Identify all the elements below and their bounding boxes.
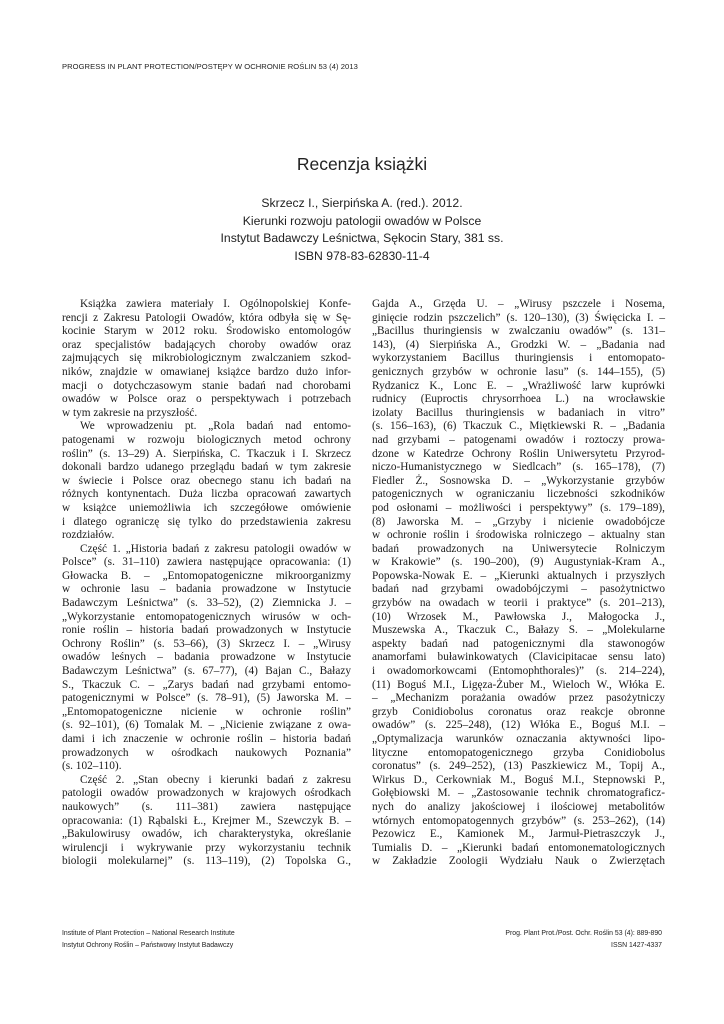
text-line: naukowych” (s. 111–381) zawiera następujące	[62, 800, 351, 813]
text-line: genicznych grzybów w ochronie lasu” (s. 144–155), (5)	[372, 365, 665, 378]
text-line: anamorfami buławinkowatych (Clavicipitacae sensu lato)	[372, 651, 665, 664]
text-line: badań prowadzonych na Uniwersytecie Rolniczym	[372, 542, 665, 555]
text-line: owadów” (s. 225–248), (12) Włóka E., Boguś M.I. –	[372, 719, 665, 732]
text-line: wirulencji i wykrywanie przy wykorzystaniu technik	[62, 841, 351, 854]
article-title: Recenzja książki	[296, 154, 428, 174]
text-line: Fiedler Ż., Sosnowska D. – „Wykorzystanie grzybów	[372, 474, 665, 487]
text-line: zajmujących się mikrobiologicznym zwalczaniem szkod-	[62, 352, 351, 365]
text-line: Gołębiowski M. – „Zastosowanie technik chromatograficz-	[372, 787, 665, 800]
text-line: Część 1. „Historia badań z zakresu patologii owadów w	[80, 542, 351, 555]
text-line: opracowania: (1) Rąbalski Ł., Krejmer M., Szewczyk B. –	[62, 814, 351, 827]
text-line: (s. 102–110).	[62, 760, 122, 773]
text-line: w ochronie roślin i środowiska rolniczego – aktualny stan	[372, 529, 665, 542]
text-line: w tym zakresie na przyszłość.	[62, 406, 198, 419]
text-line: Wirkus D., Cerkowniak M., Boguś M.I., Stepnowski P.,	[372, 773, 665, 786]
text-line: w Krakowie” (s. 190–200), (9) Augustyniak-Kram A.,	[372, 556, 665, 569]
text-line: Gajda A., Grzęda U. – „Wirusy pszczele i Nosema,	[372, 298, 665, 310]
text-line: badań nad grzybami owadobójczymi – pasożytnictwo	[372, 583, 665, 596]
footer-journal-citation: Prog. Plant Prot./Post. Ochr. Roślin 53 (4): 889-890	[505, 930, 662, 937]
text-line: ginięcie rodzin pszczelich” (s. 120–130), (3) Święcicka I. –	[372, 311, 665, 324]
text-line: patogenicznych w ograniczaniu liczebności szkodników	[372, 488, 665, 501]
text-line: ronie roślin – historia badań prowadzonych w Instytucie	[62, 624, 351, 637]
text-line: coronatus” (s. 249–252), (13) Paszkiewicz M., Topij A.,	[372, 760, 665, 773]
text-line: (8) Jaworska M. – „Grzyby i nicienie owadobójcze	[372, 515, 665, 528]
text-line: Książka zawiera materiały I. Ogólnopolskiej Konfe-	[80, 298, 351, 310]
text-line: Część 2. „Stan obecny i kierunki badań z zakresu	[80, 773, 351, 786]
text-line: nad grzybami – patogenami owadów i roztoczy prowa-	[372, 433, 665, 446]
text-line: w świecie i Polsce oraz obecnego stanu ich badań na	[62, 474, 351, 487]
text-line: Ochrony Roślin” (s. 53–66), (3) Skrzecz I. – „Wirusy	[62, 637, 351, 650]
text-line: – „Mechanizm porażania owadów przez pasożytniczy	[372, 692, 665, 705]
text-line: dokonali bardzo udanego przeglądu badań w tym zakresie	[62, 461, 351, 474]
text-line: (s. 92–101), (6) Tomalak M. – „Nicienie związane z owa-	[62, 719, 351, 732]
book-isbn: ISBN 978-83-62830-11-4	[294, 248, 430, 263]
text-line: (10) Wrzosek M., Pawłowska J., Małogocka J.,	[372, 610, 665, 623]
text-line: pod osłonami – możliwości i perspektywy” (s. 179–189),	[372, 501, 665, 514]
text-line: (s. 156–163), (6) Tkaczuk C., Miętkiewski R. – „Badania	[372, 420, 665, 433]
text-line: Tumialis D. – „Kierunki badań entomonematologicznych	[372, 841, 665, 854]
text-line: Badawczym Leśnictwa” (s. 33–52), (2) Ziemnicka J. –	[62, 597, 351, 610]
text-line: Głowacka B. – „Entomopatogeniczne mikroorganizmy	[62, 569, 351, 582]
text-line: ników, znajdzie w omawianej książce bardzo dużo infor-	[62, 365, 351, 378]
book-authors: Skrzecz I., Sierpińska A. (red.). 2012.	[261, 196, 463, 210]
text-line: „Bakulowirusy owadów, ich charakterystyka, określanie	[62, 828, 351, 841]
text-line: patogenami w rozwoju biologicznych metod ochrony	[62, 433, 351, 446]
text-line: grzybów na owadach w teorii i praktyce” (s. 201–213),	[372, 597, 665, 610]
running-head: PROGRESS IN PLANT PROTECTION/POSTĘPY W OCHRONIE ROŚLIN 53 (4) 2013	[62, 62, 358, 71]
text-line: lityczne entomopatogenicznego grzyba Conidiobolus	[372, 746, 665, 759]
text-line: 143), (4) Sierpińska A., Grodzki W. – „Badania nad	[372, 338, 665, 351]
text-line: dami i ich znaczenie w ochronie roślin – historia badań	[62, 733, 351, 745]
text-line: Polsce” (s. 31–110) zawiera następujące opracowania: (1)	[62, 556, 351, 569]
text-line: różnych kontynentach. Duża liczba opracowań zawartych	[62, 488, 351, 501]
book-citation	[0, 195, 724, 265]
text-line: (11) Boguś M.I., Ligęza-Żuber M., Wieloch W., Włóka E.	[372, 678, 665, 691]
text-line: rudnicy (Euproctis chrysorrhoea L.) na wrocławskie	[372, 393, 665, 406]
text-line: wtórnych entomopatogennych grzybów” (s. 253–262), (14)	[372, 814, 665, 827]
text-line: Muszewska A., Tkaczuk C., Bałazy S. – „Molekularne	[372, 624, 665, 637]
text-line: „Entomopatogeniczne nicienie w ochronie roślin”	[62, 705, 351, 718]
text-line: i dlatego ograniczę się tylko do przedstawienia zakresu	[62, 515, 351, 528]
text-line: patogenicznymi w Polsce” (s. 78–91), (5) Jaworska M. –	[62, 692, 351, 705]
text-line: Popowska-Nowak E. – „Kierunki aktualnych i przyszłych	[372, 569, 665, 582]
text-line: patologii owadów prowadzonych w krajowych ośrodkach	[62, 787, 351, 800]
book-publisher: Instytut Badawczy Leśnictwa, Sękocin Stary, 381 ss.	[220, 231, 504, 246]
text-line: dzone w Katedrze Ochrony Roślin Uniwersytetu Przyrod-	[372, 447, 665, 460]
text-line: „Optymalizacja warunków oznaczania aktywności lipo-	[372, 733, 665, 745]
text-line: grzyb Conidiobolus coronatus oraz reakcje obronne	[372, 705, 665, 718]
text-line: wykorzystaniem Bacillus thuringiensis i entomopato-	[372, 352, 665, 365]
footer-citation	[505, 928, 662, 951]
text-line: w książce uniemożliwia ich szczegółowe omówienie	[62, 501, 351, 514]
text-line: owadów leśnych – badania prowadzone w Instytucie	[62, 651, 351, 664]
text-line: w ochronie lasu – badania prowadzone w Instytucie	[62, 583, 351, 596]
text-line: macji o dotychczasowym stanie badań nad chorobami	[62, 379, 351, 392]
book-title: Kierunki rozwoju patologii owadów w Polsce	[242, 213, 482, 228]
text-line: owadów w Polsce oraz o perspektywach i potrzebach	[62, 393, 351, 406]
text-line: niczo-Humanistycznego w Siedlcach” (s. 165–178), (7)	[372, 461, 665, 474]
footer-institution-pl: Instytut Ochrony Roślin – Państwowy Instytut Badawczy	[62, 941, 234, 949]
text-line: oraz specjalistów badających choroby owadów oraz	[62, 338, 351, 351]
text-line: roślin” (s. 13–29) A. Sierpińska, C. Tkaczuk i I. Skrzecz	[62, 447, 351, 460]
footer-institution	[62, 928, 235, 951]
text-line: Badawczym Leśnictwa” (s. 67–77), (4) Bajan C., Bałazy	[62, 665, 351, 678]
text-line: kocinie Starym w 2012 roku. Środowisko entomologów	[62, 325, 351, 338]
body-column-right	[372, 298, 665, 869]
text-line: i owadomorkowcami (Entomophthorales)” (s. 214–224),	[372, 665, 665, 678]
text-line: prowadzonych w ośrodkach naukowych Poznania”	[62, 746, 351, 759]
text-line: biologii molekularnej” (s. 113–119), (2) Topolska G.,	[62, 855, 351, 868]
text-line: We wprowadzeniu pt. „Rola badań nad entomo-	[80, 420, 351, 433]
body-column-left	[62, 298, 351, 869]
text-line: nych do analizy jakościowej i ilościowej metabolitów	[372, 800, 665, 813]
text-line: w Zakładzie Zoologii Wydziału Nauk o Zwierzętach	[372, 855, 665, 868]
text-line: izolaty Bacillus thuringiensis w badaniach in vitro”	[372, 406, 665, 419]
footer-institution-en: Institute of Plant Protection – National Research Institute	[62, 930, 235, 937]
text-line: Pezowicz E., Kamionek M., Jarmuł-Pietraszczyk J.,	[372, 828, 665, 841]
footer-issn: ISSN 1427-4337	[611, 941, 662, 949]
text-line: Rydzanicz K., Lonc E. – „Wrażliwość larw kuprówki	[372, 379, 665, 392]
text-line: „Wykorzystanie entomopatogenicznych wirusów w och-	[62, 610, 351, 623]
text-line: rozdziałów.	[62, 529, 115, 542]
text-line: aspekty badań nad patogenicznymi dla stawonogów	[372, 637, 665, 650]
text-line: rencji z Zakresu Patologii Owadów, która odbyła się w Sę-	[62, 311, 351, 324]
text-line: „Bacillus thuringiensis w zwalczaniu owadów” (s. 131–	[372, 325, 665, 338]
text-line: S., Tkaczuk C. – „Zarys badań nad grzybami entomo-	[62, 678, 351, 691]
